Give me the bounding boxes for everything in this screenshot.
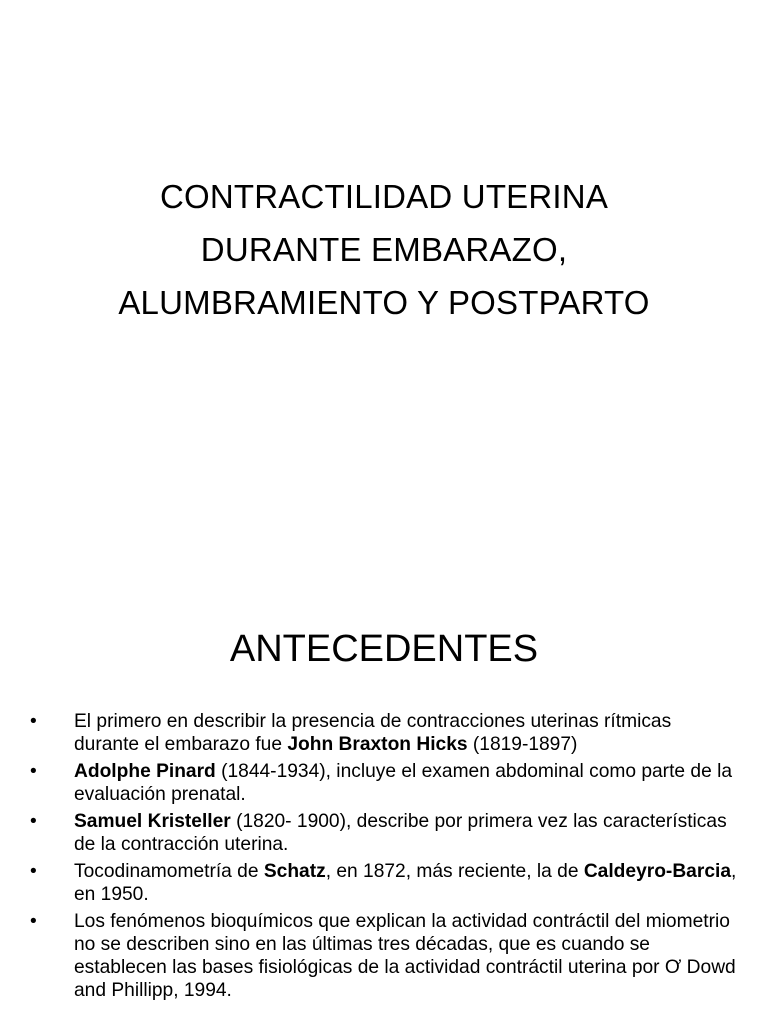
- bullet-bold-name: Samuel Kristeller: [74, 811, 231, 832]
- bullet-item-kristeller: [28, 810, 738, 856]
- bullet-text: , en 1872, más reciente, la de: [325, 861, 584, 882]
- bullet-text: (1844-1934), incluye el examen abdominal como parte de la evaluación prenatal.: [74, 761, 733, 805]
- bullet-bold-name: John Braxton Hicks: [287, 734, 468, 755]
- bullet-item-braxton-hicks: [28, 710, 738, 756]
- title-line-3: ALUMBRAMIENTO Y POSTPARTO: [118, 284, 650, 321]
- bullet-text: El primero en describir la presencia de contracciones uterinas rítmicas durante el embarazo fue: [74, 711, 672, 755]
- bullet-bold-name: Caldeyro-Barcia: [583, 861, 731, 882]
- bullet-text: , en 1950.: [74, 861, 737, 905]
- antecedentes-slide: [0, 512, 768, 1024]
- presentation-title: [0, 170, 768, 329]
- bullet-bold-name: Schatz: [263, 861, 326, 882]
- bullet-item-biochemistry: [28, 910, 738, 1002]
- bullet-text: (1819-1897): [467, 734, 578, 755]
- bullet-text: Los fenómenos bioquímicos que explican la actividad contráctil del miometrio no se describen sino en las últimas tres décadas, que es cuando se establecen las bases fisiológicas de la actividad contráctil uterina por Ơ Dowd and Phillipp, 1994.: [74, 911, 736, 1001]
- bullet-text: (1820- 1900), describe por primera vez las características de la contracción uterina.: [74, 811, 727, 855]
- title-line-1: CONTRACTILIDAD UTERINA: [159, 178, 609, 215]
- bullet-item-schatz: [28, 860, 738, 906]
- title-line-2: DURANTE EMBARAZO,: [200, 231, 568, 268]
- bullet-item-pinard: [28, 760, 738, 806]
- bullet-text: Tocodinamometría de: [74, 861, 264, 882]
- bullet-bold-name: Adolphe Pinard: [74, 761, 216, 782]
- section-title: ANTECEDENTES: [229, 628, 539, 670]
- bullet-list: [28, 710, 738, 1006]
